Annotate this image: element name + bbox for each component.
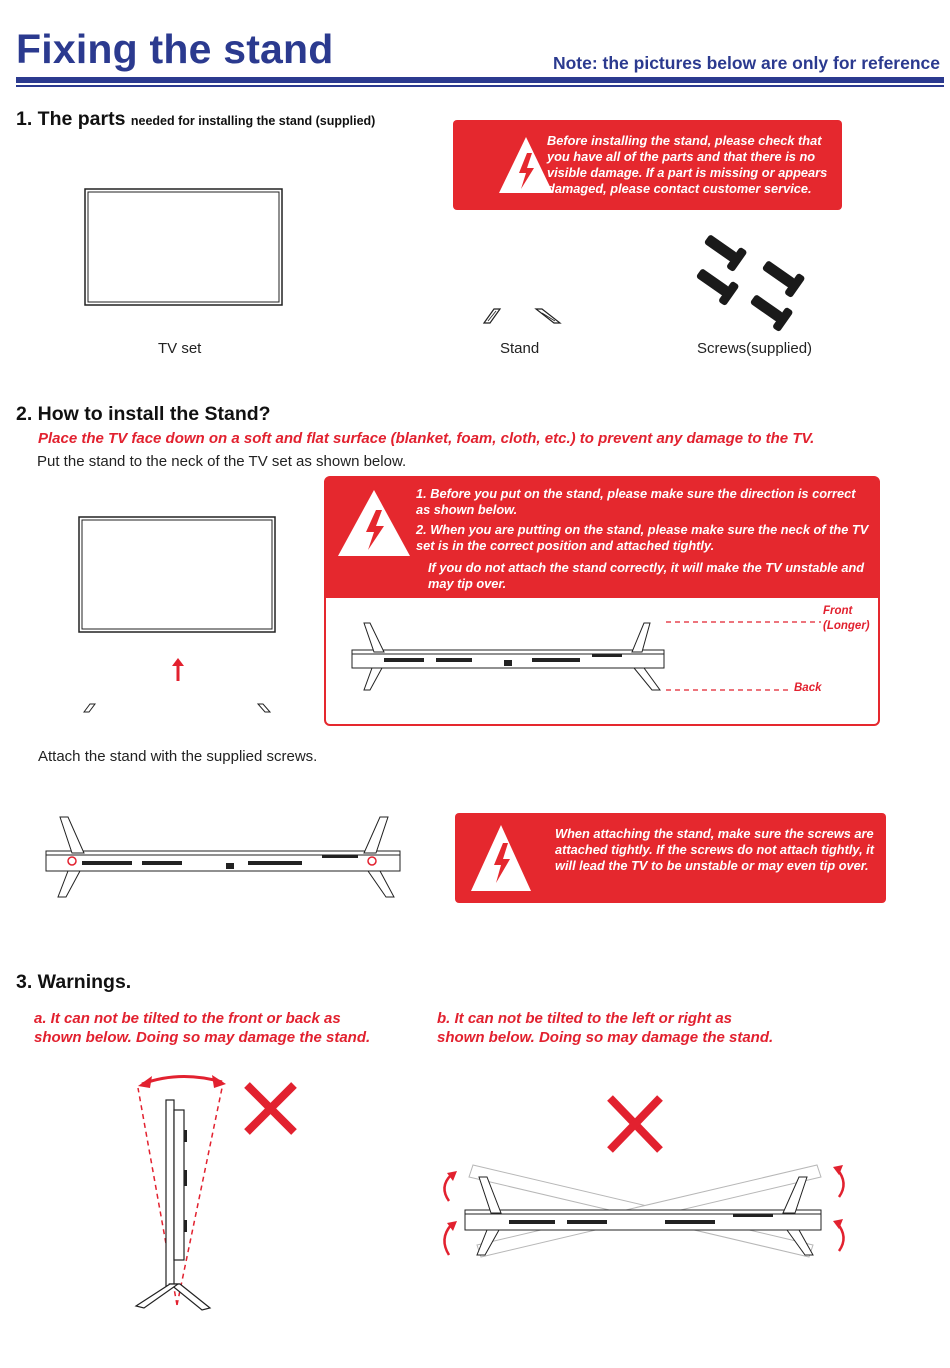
part-label-tv: TV set	[158, 340, 202, 357]
install-warning-item-3: If you do not attach the stand correctly, it will make the TV unstable and may tip over.	[428, 560, 865, 591]
install-tv-illustration	[78, 516, 278, 716]
header-rule	[16, 77, 944, 83]
label-back: Back	[794, 682, 822, 694]
install-warning-item-2: 2. When you are putting on the stand, please make sure the neck of the TV set is in the correct position and attached tightly.	[416, 522, 869, 553]
attach-instruction: Attach the stand with the supplied screws.	[38, 748, 318, 765]
part-label-screws: Screws(supplied)	[697, 340, 813, 357]
label-longer: (Longer)	[823, 620, 870, 632]
tv-set-illustration	[84, 188, 284, 308]
part-label-stand: Stand	[500, 340, 540, 357]
warning-a-text: a. It can not be tilted to the front or back as shown below. Doing so may damage the stand.	[34, 1010, 371, 1046]
reference-note: Note: the pictures below are only for reference	[552, 53, 940, 73]
install-warning-item-1: 1. Before you put on the stand, please make sure the direction is correct as shown below.	[416, 486, 856, 517]
warning-triangle-icon	[469, 823, 533, 893]
install-warning-header	[326, 478, 878, 598]
parts-warning-box	[453, 120, 842, 210]
attached-stand-illustration	[42, 815, 404, 900]
screws-warning-box	[455, 813, 886, 903]
stand-parts-illustration	[480, 305, 565, 327]
section3-heading: 3. Warnings.	[16, 971, 132, 993]
section2-instruction: Put the stand to the neck of the TV set as shown below.	[37, 453, 407, 470]
warning-b-text: b. It can not be tilted to the left or right as shown below. Doing so may damage the stand.	[437, 1010, 774, 1046]
parts-warning-text: Before installing the stand, please check that you have all of the parts and that there is no visible damage. If a part is missing or appears damaged, please contact customer service.	[547, 133, 828, 196]
section2-red-instruction: Place the TV face down on a soft and flat surface (blanket, foam, cloth, etc.) to prevent any damage to the TV.	[38, 430, 815, 447]
install-warning-panel	[324, 476, 880, 726]
tilt-left-right-illustration	[433, 1095, 858, 1305]
label-front: Front	[823, 605, 853, 617]
page-title: Fixing the stand	[16, 26, 334, 72]
header-rule-thin	[16, 85, 944, 87]
warning-triangle-icon	[336, 488, 412, 558]
tilt-front-back-illustration	[132, 1070, 312, 1315]
tv-bottom-view-illustration	[344, 618, 674, 693]
section1-heading-main: 1. The parts	[16, 108, 126, 130]
screws-warning-text: When attaching the stand, make sure the screws are attached tightly. If the screws do not attach tightly, it will lead the TV to be unstable or may even tip over.	[555, 826, 875, 873]
section1-heading	[16, 108, 375, 131]
screws-illustration	[690, 228, 820, 338]
section2-heading: 2. How to install the Stand?	[16, 403, 271, 425]
section1-heading-sub: needed for installing the stand (supplied)	[130, 114, 376, 128]
